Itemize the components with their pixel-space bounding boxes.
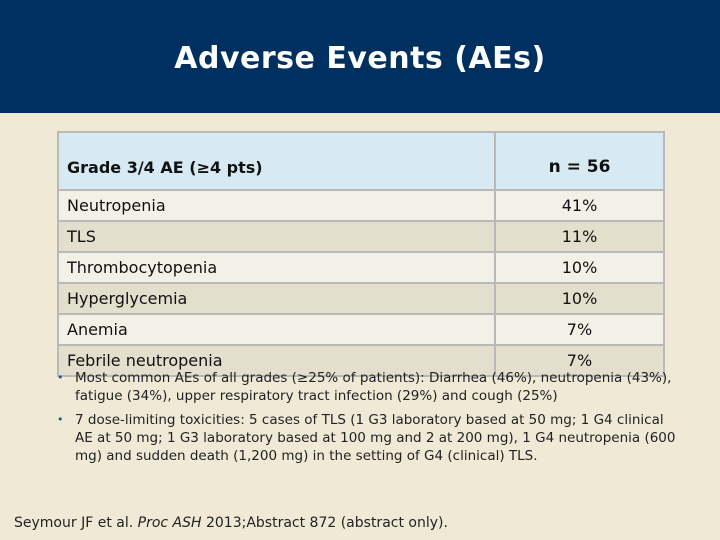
row-value: 7% (495, 345, 664, 376)
row-label: Febrile neutropenia (58, 345, 495, 376)
title-bar (0, 0, 720, 113)
reference-authors: Seymour JF et al. (14, 515, 134, 531)
table-row (58, 190, 664, 221)
row-label: TLS (58, 221, 495, 252)
row-label: Thrombocytopenia (58, 252, 495, 283)
row-label: Neutropenia (58, 190, 495, 221)
bullet-list (57, 369, 677, 471)
reference-details: 2013;Abstract 872 (abstract only). (205, 515, 448, 531)
list-item (57, 369, 677, 405)
row-label: Anemia (58, 314, 495, 345)
row-value: 7% (495, 314, 664, 345)
bullet-icon: • (57, 413, 64, 426)
row-value: 10% (495, 283, 664, 314)
bullet-text: 7 dose-limiting toxicities: 5 cases of TLS (1 G3 laboratory based at 50 mg; 1 G4 clinical AE at 50 mg; 1 G3 laboratory based at 100 mg and 2 at 200 mg), 1 G4 neutropenia (600 mg) and sudden death (1,200 mg) in the setting of G4 (clinical) TLS. (75, 412, 676, 464)
slide-title: Adverse Events (AEs) (174, 41, 546, 76)
table-row (58, 221, 664, 252)
row-value: 10% (495, 252, 664, 283)
reference-journal: Proc ASH (137, 515, 202, 531)
table-header-row (58, 132, 664, 190)
header-n-label: n = 56 (495, 132, 664, 190)
table-row (58, 283, 664, 314)
list-item (57, 411, 677, 465)
table-row (58, 252, 664, 283)
reference-citation (14, 515, 448, 531)
bullet-text: Most common AEs of all grades (≥25% of patients): Diarrhea (46%), neutropenia (43%), fatigue (34%), upper respiratory tract infection (29%) and cough (25%) (75, 370, 672, 404)
bullet-icon: • (57, 371, 64, 384)
row-label: Hyperglycemia (58, 283, 495, 314)
table-row (58, 314, 664, 345)
header-ae-label: Grade 3/4 AE (≥4 pts) (58, 132, 495, 190)
row-value: 11% (495, 221, 664, 252)
row-value: 41% (495, 190, 664, 221)
adverse-events-table (57, 131, 663, 377)
